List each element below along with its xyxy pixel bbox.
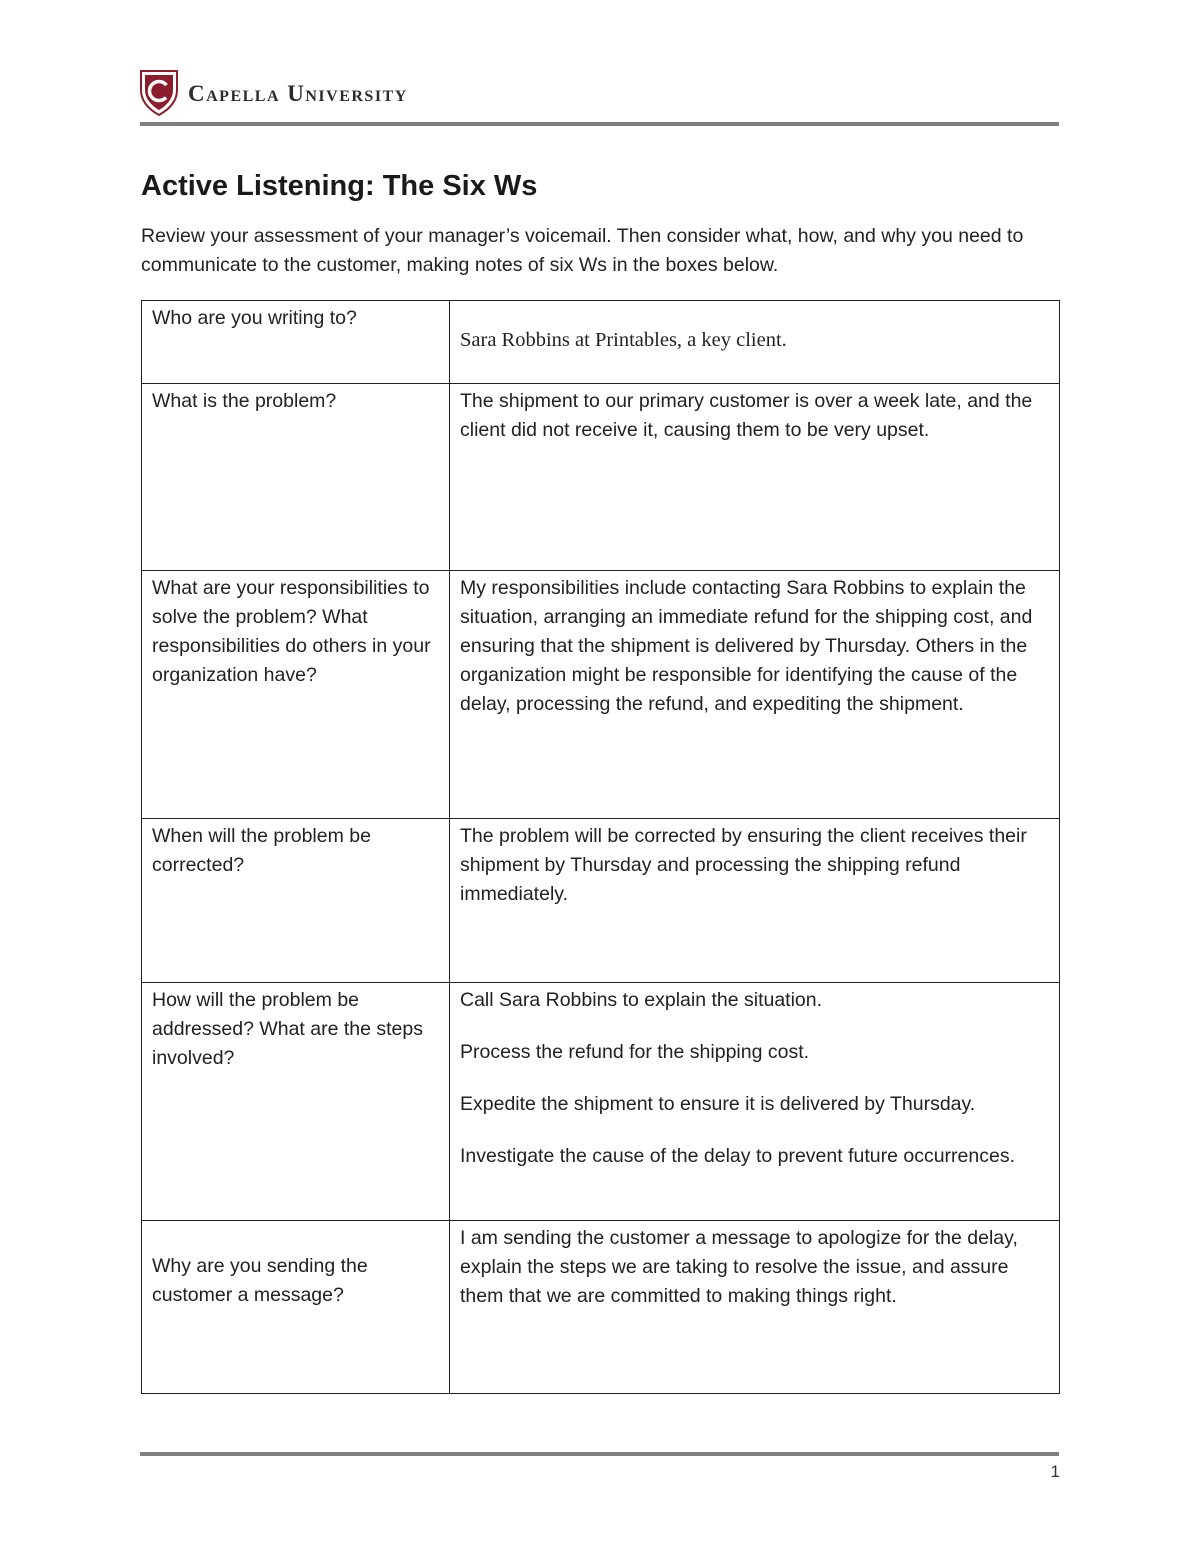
- answer-cell: [450, 301, 1060, 384]
- question-cell: [142, 1221, 450, 1394]
- step-item: Call Sara Robbins to explain the situation.: [460, 989, 823, 1011]
- question-cell: [142, 983, 450, 1221]
- answer-cell: [450, 819, 1060, 983]
- page-number: 1: [1050, 1462, 1060, 1481]
- question-cell: [142, 819, 450, 983]
- table-row: [142, 301, 1060, 384]
- answer-text: The problem will be corrected by ensuring the client receives their shipment by Thursday and processing the shipping refund immediately.: [460, 825, 1027, 905]
- footer-divider: [140, 1452, 1059, 1456]
- table-row: [142, 1221, 1060, 1394]
- question-text: What is the problem?: [152, 390, 337, 412]
- answer-cell: [450, 571, 1060, 819]
- answer-cell: [450, 1221, 1060, 1394]
- question-cell: [142, 384, 450, 571]
- page-title: Active Listening: The Six Ws: [141, 170, 538, 202]
- step-item: Process the refund for the shipping cost.: [460, 1041, 810, 1063]
- question-text: Who are you writing to?: [152, 307, 357, 329]
- six-ws-table: [141, 300, 1060, 1394]
- university-name: Capella University: [188, 81, 408, 106]
- answer-cell: [450, 384, 1060, 571]
- table-row: [142, 983, 1060, 1221]
- answer-cell: [450, 983, 1060, 1221]
- question-text: When will the problem be corrected?: [152, 825, 371, 876]
- step-item: Investigate the cause of the delay to prevent future occurrences.: [460, 1145, 1015, 1167]
- table-row: [142, 384, 1060, 571]
- question-text: Why are you sending the customer a message?: [152, 1255, 368, 1306]
- step-item: Expedite the shipment to ensure it is delivered by Thursday.: [460, 1093, 976, 1115]
- header-divider: [140, 122, 1059, 126]
- question-text: What are your responsibilities to solve the problem? What responsibilities do others in your organization have?: [152, 577, 431, 686]
- question-text: How will the problem be addressed? What are the steps involved?: [152, 989, 423, 1069]
- page-header: [140, 68, 1060, 124]
- intro-paragraph: Review your assessment of your manager’s voicemail. Then consider what, how, and why you need to communicate to the customer, making notes of six Ws in the boxes below.: [141, 225, 1024, 276]
- table-row: [142, 819, 1060, 983]
- question-cell: [142, 301, 450, 384]
- answer-text: My responsibilities include contacting Sara Robbins to explain the situation, arranging an immediate refund for the shipping cost, and ensuring that the shipment is delivered by Thursday. Others in the organization might be responsible for identifying the cause of the delay, processing the refund, and expediting the shipment.: [460, 577, 1033, 715]
- capella-shield-logo-icon: [140, 68, 178, 116]
- table-row: [142, 571, 1060, 819]
- question-cell: [142, 571, 450, 819]
- answer-text: The shipment to our primary customer is over a week late, and the client did not receive it, causing them to be very upset.: [460, 390, 1033, 441]
- answer-text: I am sending the customer a message to apologize for the delay, explain the steps we are taking to resolve the issue, and assure them that we are committed to making things right.: [460, 1227, 1018, 1307]
- answer-text: Sara Robbins at Printables, a key client.: [460, 329, 787, 351]
